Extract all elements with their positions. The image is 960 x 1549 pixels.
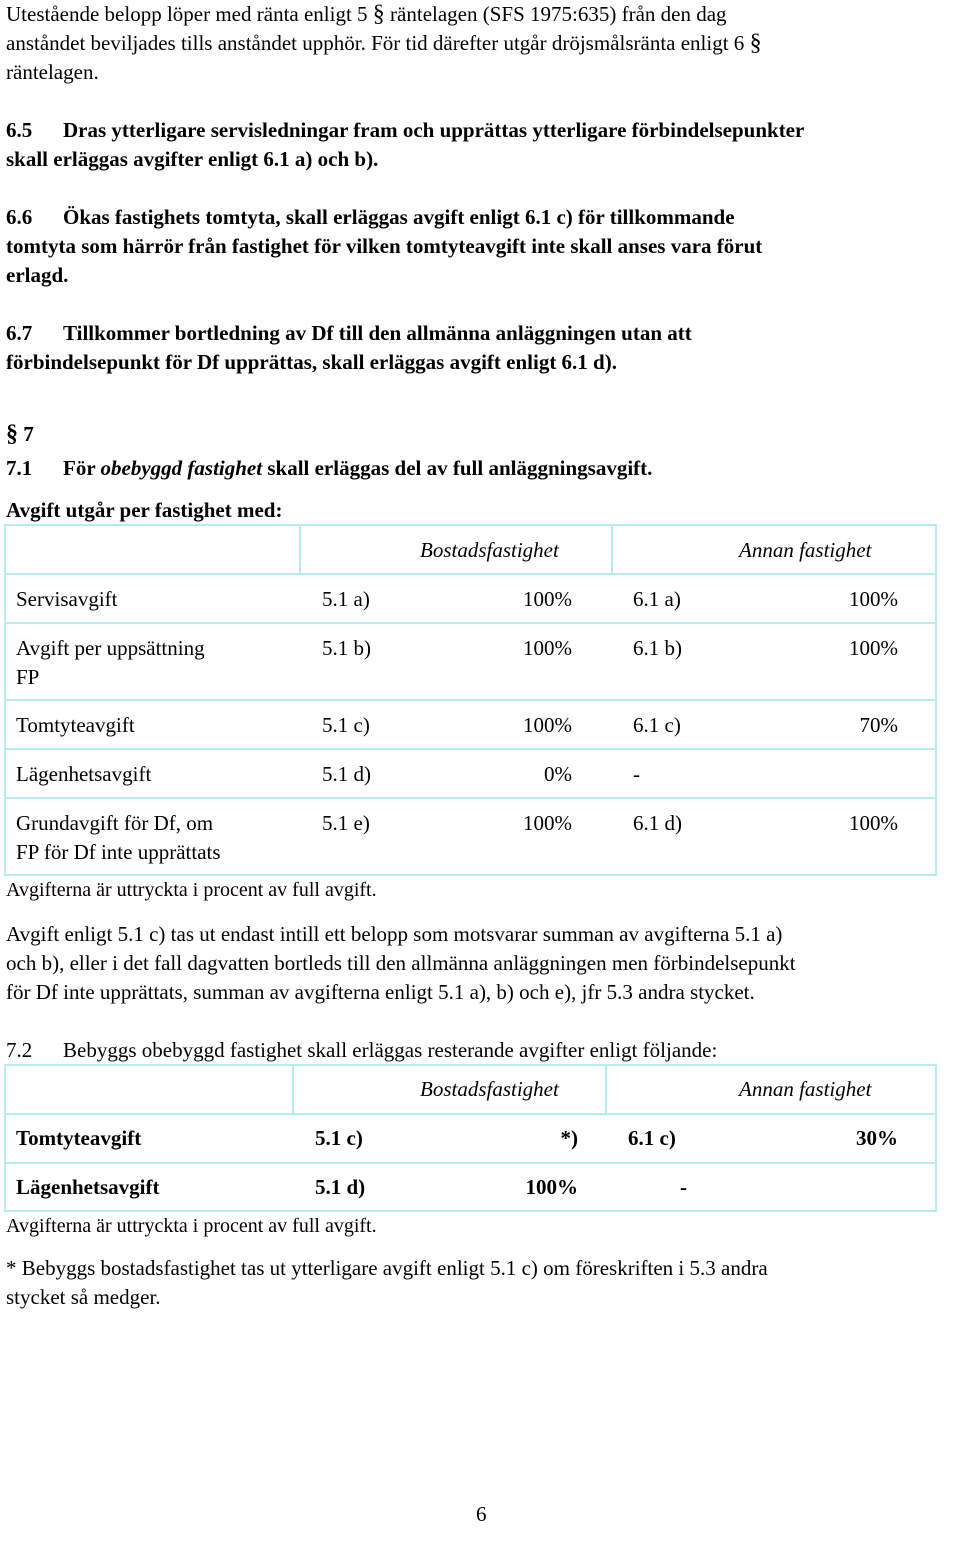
section-sign-icon: § bbox=[6, 421, 18, 447]
paragraph-7-heading: § 7 bbox=[6, 421, 34, 447]
section-sign-icon: § bbox=[749, 30, 762, 56]
paragraph-line-1: Avgift enligt 5.1 c) tas ut endast intill ett belopp som motsvarar summan av avgifterna 5.1 a) bbox=[6, 922, 783, 946]
column-header-bostadsfastighet: Bostadsfastighet bbox=[420, 538, 559, 562]
section-number: 7.2 bbox=[6, 1038, 33, 1062]
section-6-5-line-1: 6.5 Dras ytterligare servisledningar fram och upprättas ytterligare förbindelsepunkter bbox=[6, 116, 804, 145]
section-6-6-line-3: erlagd. bbox=[6, 263, 69, 287]
section-number: 6.6 bbox=[6, 205, 33, 229]
section-6-6-line-1: 6.6 Ökas fastighets tomtyta, skall erläggas avgift enligt 6.1 c) för tillkommande bbox=[6, 203, 735, 232]
section-7-1-lead: Avgift utgår per fastighet med: bbox=[6, 498, 283, 522]
column-header-annan-fastighet: Annan fastighet bbox=[739, 538, 872, 562]
section-number: 6.7 bbox=[6, 321, 33, 345]
section-7-2: 7.2 Bebyggs obebyggd fastighet skall erläggas resterande avgifter enligt följande: bbox=[6, 1036, 717, 1065]
section-6-5-line-2: skall erläggas avgifter enligt 6.1 a) och b). bbox=[6, 147, 379, 171]
paragraph-line-2: och b), eller i det fall dagvatten bortleds till den allmänna anläggningen men förbindelsepunkt bbox=[6, 951, 796, 975]
section-number: 7.1 bbox=[6, 456, 33, 480]
page-number: 6 bbox=[476, 1502, 487, 1526]
table-note: Avgifterna är uttryckta i procent av full avgift. bbox=[6, 879, 377, 901]
footnote-line-1: * Bebyggs bostadsfastighet tas ut ytterligare avgift enligt 5.1 c) om föreskriften i 5.3 andra bbox=[6, 1256, 768, 1280]
intro-line-2: anståndet beviljades tills anståndet upphör. För tid därefter utgår dröjsmålsränta enligt 6 § bbox=[6, 30, 762, 56]
paragraph-line-3: för Df inte upprättats, summan av avgifterna enligt 5.1 a), b) och e), jfr 5.3 andra stycket. bbox=[6, 980, 755, 1004]
section-6-6-line-2: tomtyta som härrör från fastighet för vilken tomtyteavgift inte skall anses vara förut bbox=[6, 234, 763, 258]
section-7-1: 7.1 För obebyggd fastighet skall erläggas del av full anläggningsavgift. bbox=[6, 454, 652, 483]
footnote-line-2: stycket så medger. bbox=[6, 1285, 161, 1309]
section-sign-icon: § bbox=[372, 1, 385, 27]
section-6-7-line-1: 6.7 Tillkommer bortledning av Df till den allmänna anläggningen utan att bbox=[6, 319, 692, 348]
table-note: Avgifterna är uttryckta i procent av full avgift. bbox=[6, 1215, 377, 1237]
column-header-annan-fastighet: Annan fastighet bbox=[739, 1077, 872, 1101]
intro-line-3: räntelagen. bbox=[6, 60, 99, 84]
column-header-bostadsfastighet: Bostadsfastighet bbox=[420, 1077, 559, 1101]
intro-line-1: Utestående belopp löper med ränta enligt 5 § räntelagen (SFS 1975:635) från den dag bbox=[6, 1, 727, 27]
section-number: 6.5 bbox=[6, 118, 33, 142]
section-6-7-line-2: förbindelsepunkt för Df upprättas, skall erläggas avgift enligt 6.1 d). bbox=[6, 350, 617, 374]
